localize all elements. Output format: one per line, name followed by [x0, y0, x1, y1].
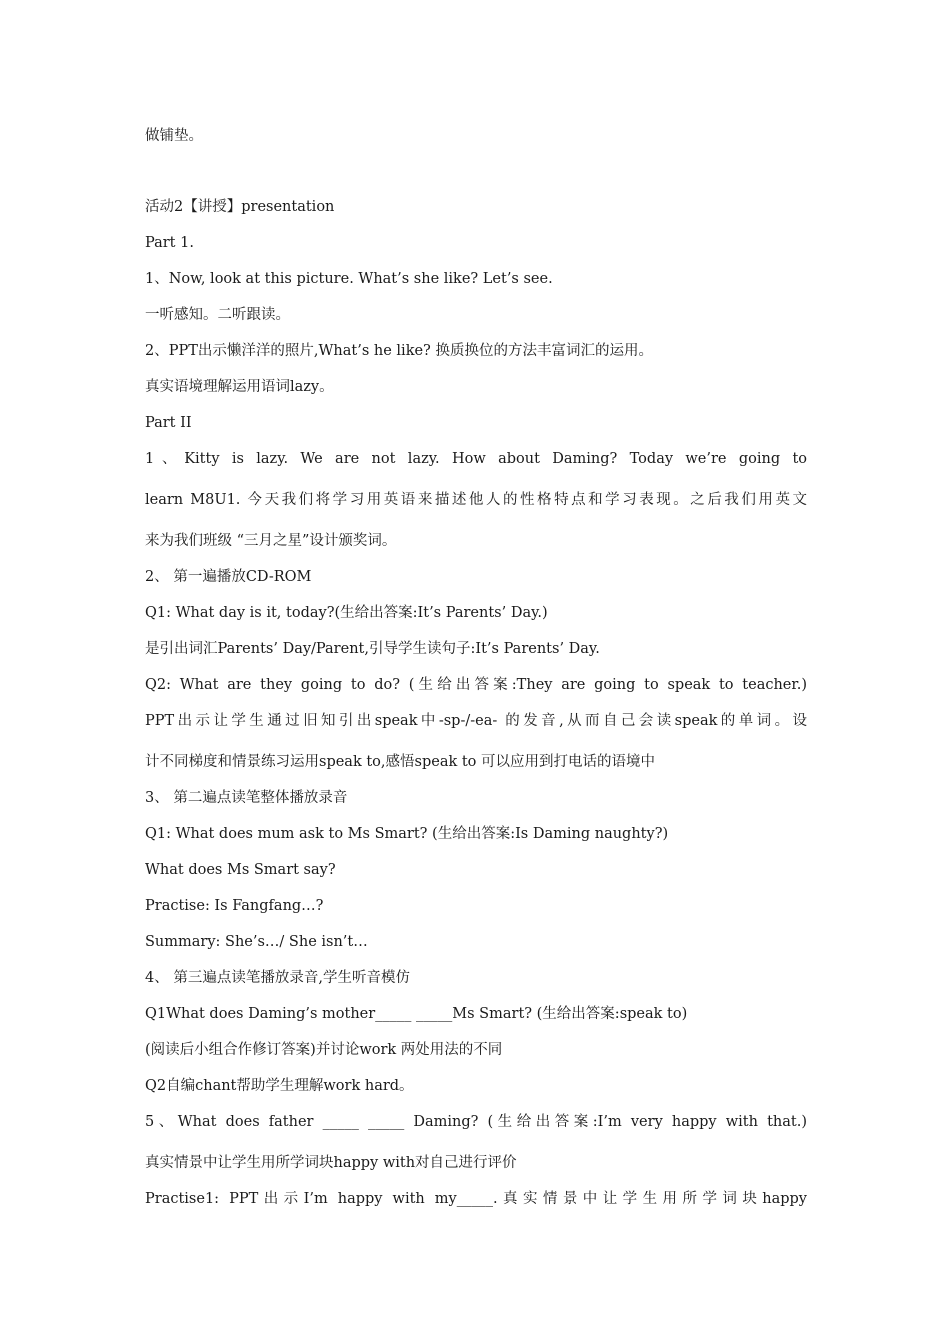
- text-line: 1、Kitty is lazy. We are not lazy. How about Daming? Today we’re going to: [145, 451, 807, 467]
- text-line: 4、 第三遍点读笔播放录音,学生听音模仿: [145, 970, 410, 986]
- text-line: learn M8U1. 今天我们将学习用英语来描述他人的性格特点和学习表现。之后我们用英文: [145, 492, 807, 508]
- text-line: PPT出示让学生通过旧知引出speak中-sp-/-ea- 的发音,从而自己会读speak的单词。设: [145, 713, 807, 729]
- text-line: Q1: What does mum ask to Ms Smart? (生给出答案:Is Daming naughty?): [145, 826, 669, 842]
- text-line: 计不同梯度和情景练习运用speak to,感悟speak to 可以应用到打电话的语境中: [145, 754, 656, 770]
- text-line: (阅读后小组合作修订答案)并讨论work 两处用法的不同: [145, 1042, 503, 1058]
- text-line: Practise1: PPT出示I’m happy with my_____.真实情景中让学生用所学词块happy: [145, 1191, 807, 1207]
- text-line: 1、Now, look at this picture. What’s she like? Let’s see.: [145, 271, 553, 287]
- text-line: Practise: Is Fangfang…?: [145, 898, 324, 914]
- part-heading: Part II: [145, 415, 192, 431]
- text-line: Q1What does Daming’s mother_____ _____Ms Smart? (生给出答案:speak to): [145, 1006, 688, 1022]
- text-line: 做铺垫。: [145, 128, 203, 144]
- text-line: Q1: What day is it, today?(生给出答案:It’s Parents’ Day.): [145, 605, 548, 621]
- text-line: Q2自编chant帮助学生理解work hard。: [145, 1078, 414, 1094]
- text-line: 3、 第二遍点读笔整体播放录音: [145, 790, 348, 806]
- text-line: What does Ms Smart say?: [145, 862, 336, 878]
- text-line: 是引出词汇Parents’ Day/Parent,引导学生读句子:It’s Parents’ Day.: [145, 641, 600, 657]
- text-line: 一听感知。二听跟读。: [145, 307, 290, 323]
- section-heading: 活动2【讲授】presentation: [145, 199, 335, 215]
- text-line: 真实语境理解运用语词lazy。: [145, 379, 334, 395]
- text-line: Summary: She’s…/ She isn’t…: [145, 934, 368, 950]
- text-line: 来为我们班级 “三月之星”设计颁奖词。: [145, 533, 397, 549]
- text-line: 5、What does father _____ _____ Daming? (生给出答案:I’m very happy with that.): [145, 1114, 807, 1130]
- text-line: 真实情景中让学生用所学词块happy with对自己进行评价: [145, 1155, 517, 1171]
- part-heading: Part 1.: [145, 235, 194, 251]
- text-line: 2、PPT出示懒洋洋的照片,What’s he like? 换质换位的方法丰富词汇的运用。: [145, 343, 653, 359]
- text-line: Q2: What are they going to do? (生给出答案:They are going to speak to teacher.): [145, 677, 807, 693]
- text-line: 2、 第一遍播放CD-ROM: [145, 569, 312, 585]
